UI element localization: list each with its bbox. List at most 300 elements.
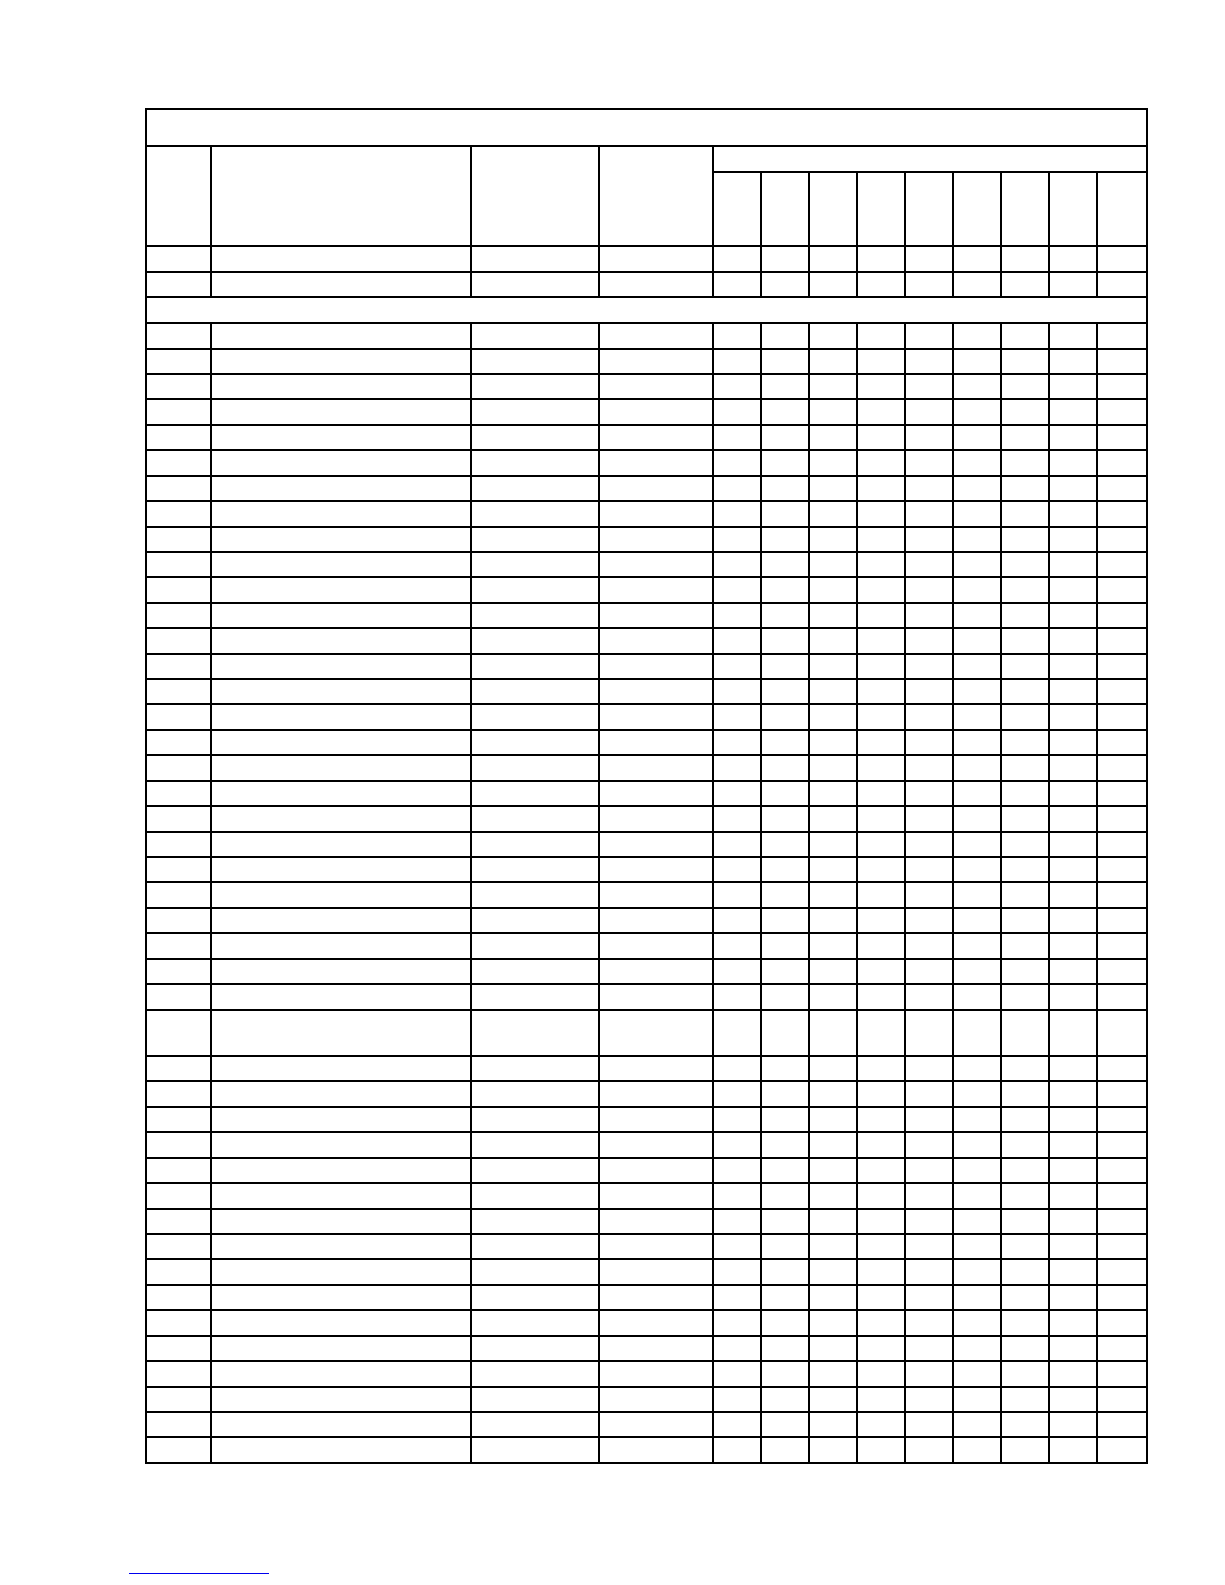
table-cell[interactable]	[1049, 1285, 1097, 1310]
table-cell[interactable]	[1097, 908, 1147, 933]
table-cell[interactable]	[713, 1412, 761, 1437]
table-cell[interactable]	[211, 1081, 471, 1106]
table-cell[interactable]	[1049, 1361, 1097, 1386]
table-cell[interactable]	[905, 1437, 953, 1463]
table-cell[interactable]	[471, 730, 599, 755]
table-cell[interactable]	[713, 857, 761, 882]
table-cell[interactable]	[599, 1412, 713, 1437]
table-cell[interactable]	[1097, 425, 1147, 450]
table-cell[interactable]	[1001, 654, 1049, 679]
table-cell[interactable]	[1001, 781, 1049, 806]
table-cell[interactable]	[905, 679, 953, 704]
table-cell[interactable]	[953, 984, 1001, 1009]
table-cell[interactable]	[599, 679, 713, 704]
table-cell[interactable]	[857, 552, 905, 577]
table-cell[interactable]	[211, 527, 471, 552]
table-cell[interactable]	[713, 1259, 761, 1284]
table-cell[interactable]	[146, 450, 211, 475]
table-cell[interactable]	[809, 552, 857, 577]
table-cell[interactable]	[857, 577, 905, 602]
table-cell[interactable]	[857, 959, 905, 984]
table-cell[interactable]	[857, 1310, 905, 1335]
table-cell[interactable]	[857, 1259, 905, 1284]
table-cell[interactable]	[809, 959, 857, 984]
table-cell[interactable]	[1049, 704, 1097, 729]
table-cell[interactable]	[471, 603, 599, 628]
table-cell[interactable]	[1049, 1412, 1097, 1437]
table-cell[interactable]	[1049, 679, 1097, 704]
table-cell[interactable]	[857, 1158, 905, 1183]
table-cell[interactable]	[857, 755, 905, 780]
table-cell[interactable]	[1049, 730, 1097, 755]
table-cell[interactable]	[713, 882, 761, 907]
table-cell[interactable]	[809, 1158, 857, 1183]
table-cell[interactable]	[1049, 349, 1097, 374]
table-cell[interactable]	[857, 679, 905, 704]
table-cell[interactable]	[953, 908, 1001, 933]
table-cell[interactable]	[713, 1387, 761, 1412]
table-cell[interactable]	[599, 1285, 713, 1310]
table-cell[interactable]	[713, 349, 761, 374]
table-cell[interactable]	[809, 1437, 857, 1463]
table-cell[interactable]	[857, 1361, 905, 1386]
table-cell[interactable]	[599, 908, 713, 933]
table-cell[interactable]	[211, 1259, 471, 1284]
table-cell[interactable]	[146, 552, 211, 577]
table-cell[interactable]	[761, 552, 809, 577]
table-cell[interactable]	[146, 755, 211, 780]
table-cell[interactable]	[905, 374, 953, 399]
table-cell[interactable]	[1097, 984, 1147, 1009]
table-cell[interactable]	[211, 577, 471, 602]
table-cell[interactable]	[1097, 1259, 1147, 1284]
table-cell[interactable]	[211, 1310, 471, 1335]
table-cell[interactable]	[146, 527, 211, 552]
table-cell[interactable]	[761, 628, 809, 653]
table-cell[interactable]	[211, 1107, 471, 1132]
table-cell[interactable]	[1049, 1234, 1097, 1259]
table-cell[interactable]	[761, 527, 809, 552]
table-cell[interactable]	[1049, 1209, 1097, 1234]
table-cell[interactable]	[809, 1209, 857, 1234]
table-cell[interactable]	[599, 933, 713, 958]
table-cell[interactable]	[857, 1412, 905, 1437]
table-cell[interactable]	[1097, 1412, 1147, 1437]
table-cell[interactable]	[857, 450, 905, 475]
table-cell[interactable]	[599, 806, 713, 831]
table-cell[interactable]	[211, 1234, 471, 1259]
table-cell[interactable]	[953, 730, 1001, 755]
table-cell[interactable]	[1001, 1285, 1049, 1310]
table-cell[interactable]	[761, 1234, 809, 1259]
table-cell[interactable]	[713, 628, 761, 653]
table-cell[interactable]	[905, 628, 953, 653]
table-cell[interactable]	[1049, 1056, 1097, 1081]
table-cell[interactable]	[953, 679, 1001, 704]
table-cell[interactable]	[1001, 755, 1049, 780]
table-cell[interactable]	[471, 1010, 599, 1057]
table-cell[interactable]	[905, 959, 953, 984]
table-cell[interactable]	[713, 959, 761, 984]
table-cell[interactable]	[599, 1158, 713, 1183]
table-cell[interactable]	[905, 1158, 953, 1183]
table-cell[interactable]	[953, 1361, 1001, 1386]
table-cell[interactable]	[953, 857, 1001, 882]
table-cell[interactable]	[471, 1285, 599, 1310]
table-cell[interactable]	[713, 984, 761, 1009]
table-cell[interactable]	[1097, 1361, 1147, 1386]
table-cell[interactable]	[146, 1412, 211, 1437]
table-cell[interactable]	[599, 450, 713, 475]
table-cell[interactable]	[471, 933, 599, 958]
table-cell[interactable]	[953, 806, 1001, 831]
table-cell[interactable]	[713, 933, 761, 958]
table-cell[interactable]	[1001, 628, 1049, 653]
table-cell[interactable]	[857, 603, 905, 628]
table-cell[interactable]	[1001, 908, 1049, 933]
table-cell[interactable]	[905, 806, 953, 831]
table-cell[interactable]	[1097, 1387, 1147, 1412]
table-cell[interactable]	[1097, 1310, 1147, 1335]
table-cell[interactable]	[761, 272, 809, 297]
table-cell[interactable]	[1001, 246, 1049, 271]
table-cell[interactable]	[599, 1310, 713, 1335]
table-cell[interactable]	[146, 1234, 211, 1259]
table-cell[interactable]	[1097, 1285, 1147, 1310]
table-cell[interactable]	[471, 704, 599, 729]
table-cell[interactable]	[713, 1234, 761, 1259]
table-cell[interactable]	[471, 1336, 599, 1361]
table-cell[interactable]	[809, 730, 857, 755]
table-cell[interactable]	[599, 654, 713, 679]
table-cell[interactable]	[1097, 959, 1147, 984]
table-cell[interactable]	[471, 552, 599, 577]
table-cell[interactable]	[211, 399, 471, 424]
table-cell[interactable]	[471, 1107, 599, 1132]
table-cell[interactable]	[1001, 1437, 1049, 1463]
table-cell[interactable]	[713, 1158, 761, 1183]
table-cell[interactable]	[809, 882, 857, 907]
table-cell[interactable]	[905, 882, 953, 907]
table-cell[interactable]	[599, 755, 713, 780]
table-cell[interactable]	[211, 882, 471, 907]
table-cell[interactable]	[211, 349, 471, 374]
table-cell[interactable]	[761, 1209, 809, 1234]
table-cell[interactable]	[1097, 1437, 1147, 1463]
table-cell[interactable]	[953, 959, 1001, 984]
table-cell[interactable]	[905, 1310, 953, 1335]
table-cell[interactable]	[953, 425, 1001, 450]
table-cell[interactable]	[905, 1361, 953, 1386]
table-cell[interactable]	[809, 1234, 857, 1259]
table-cell[interactable]	[146, 933, 211, 958]
table-cell[interactable]	[953, 1081, 1001, 1106]
table-cell[interactable]	[857, 349, 905, 374]
table-cell[interactable]	[857, 1056, 905, 1081]
table-cell[interactable]	[761, 1183, 809, 1208]
table-cell[interactable]	[1001, 501, 1049, 526]
table-cell[interactable]	[146, 1336, 211, 1361]
table-cell[interactable]	[599, 349, 713, 374]
table-cell[interactable]	[599, 1209, 713, 1234]
table-cell[interactable]	[857, 882, 905, 907]
table-cell[interactable]	[211, 1336, 471, 1361]
table-cell[interactable]	[809, 832, 857, 857]
table-cell[interactable]	[1001, 1107, 1049, 1132]
table-cell[interactable]	[211, 654, 471, 679]
table-cell[interactable]	[905, 1010, 953, 1057]
table-cell[interactable]	[211, 1010, 471, 1057]
table-cell[interactable]	[857, 1010, 905, 1057]
table-cell[interactable]	[1097, 1209, 1147, 1234]
table-cell[interactable]	[599, 1437, 713, 1463]
table-cell[interactable]	[1097, 654, 1147, 679]
table-cell[interactable]	[809, 908, 857, 933]
table-cell[interactable]	[211, 984, 471, 1009]
table-cell[interactable]	[761, 1437, 809, 1463]
table-cell[interactable]	[146, 349, 211, 374]
table-cell[interactable]	[809, 1412, 857, 1437]
table-cell[interactable]	[599, 1361, 713, 1386]
table-cell[interactable]	[761, 323, 809, 348]
table-cell[interactable]	[1001, 527, 1049, 552]
table-cell[interactable]	[1097, 527, 1147, 552]
table-cell[interactable]	[1001, 832, 1049, 857]
table-cell[interactable]	[905, 908, 953, 933]
table-cell[interactable]	[1001, 1336, 1049, 1361]
table-cell[interactable]	[857, 908, 905, 933]
table-cell[interactable]	[146, 628, 211, 653]
table-cell[interactable]	[905, 1234, 953, 1259]
table-cell[interactable]	[471, 1158, 599, 1183]
table-cell[interactable]	[146, 323, 211, 348]
table-cell[interactable]	[809, 501, 857, 526]
table-cell[interactable]	[1097, 1056, 1147, 1081]
table-cell[interactable]	[1049, 832, 1097, 857]
table-cell[interactable]	[713, 1010, 761, 1057]
table-cell[interactable]	[1001, 1387, 1049, 1412]
table-cell[interactable]	[857, 1285, 905, 1310]
table-cell[interactable]	[1001, 1209, 1049, 1234]
table-cell[interactable]	[211, 603, 471, 628]
table-cell[interactable]	[809, 272, 857, 297]
table-cell[interactable]	[471, 374, 599, 399]
table-cell[interactable]	[761, 1412, 809, 1437]
table-cell[interactable]	[146, 730, 211, 755]
table-cell[interactable]	[1049, 806, 1097, 831]
table-cell[interactable]	[1097, 1234, 1147, 1259]
table-cell[interactable]	[1097, 1336, 1147, 1361]
table-cell[interactable]	[761, 1361, 809, 1386]
table-cell[interactable]	[146, 781, 211, 806]
table-cell[interactable]	[211, 1412, 471, 1437]
table-cell[interactable]	[1049, 933, 1097, 958]
footer-link-underline[interactable]	[129, 1573, 269, 1574]
table-cell[interactable]	[761, 1056, 809, 1081]
table-cell[interactable]	[471, 1259, 599, 1284]
table-cell[interactable]	[761, 832, 809, 857]
table-cell[interactable]	[905, 1285, 953, 1310]
table-cell[interactable]	[599, 882, 713, 907]
table-cell[interactable]	[146, 1361, 211, 1386]
table-cell[interactable]	[905, 577, 953, 602]
table-cell[interactable]	[146, 1259, 211, 1284]
table-cell[interactable]	[713, 1285, 761, 1310]
table-cell[interactable]	[211, 374, 471, 399]
table-cell[interactable]	[809, 577, 857, 602]
table-cell[interactable]	[471, 1387, 599, 1412]
table-cell[interactable]	[146, 806, 211, 831]
table-cell[interactable]	[1001, 1183, 1049, 1208]
table-cell[interactable]	[809, 450, 857, 475]
table-cell[interactable]	[857, 527, 905, 552]
table-cell[interactable]	[857, 933, 905, 958]
table-cell[interactable]	[1049, 1387, 1097, 1412]
table-cell[interactable]	[761, 755, 809, 780]
table-cell[interactable]	[713, 730, 761, 755]
table-cell[interactable]	[1097, 730, 1147, 755]
table-cell[interactable]	[809, 1285, 857, 1310]
table-cell[interactable]	[953, 272, 1001, 297]
table-cell[interactable]	[211, 1209, 471, 1234]
table-cell[interactable]	[713, 476, 761, 501]
table-cell[interactable]	[857, 704, 905, 729]
table-cell[interactable]	[1049, 501, 1097, 526]
table-cell[interactable]	[809, 1336, 857, 1361]
table-cell[interactable]	[211, 857, 471, 882]
table-cell[interactable]	[953, 1234, 1001, 1259]
table-cell[interactable]	[471, 806, 599, 831]
table-cell[interactable]	[713, 450, 761, 475]
table-cell[interactable]	[713, 323, 761, 348]
table-cell[interactable]	[761, 577, 809, 602]
table-cell[interactable]	[211, 450, 471, 475]
table-cell[interactable]	[761, 1285, 809, 1310]
table-cell[interactable]	[1001, 1412, 1049, 1437]
table-cell[interactable]	[1001, 933, 1049, 958]
table-cell[interactable]	[953, 704, 1001, 729]
table-cell[interactable]	[1049, 1183, 1097, 1208]
table-cell[interactable]	[713, 399, 761, 424]
table-cell[interactable]	[761, 679, 809, 704]
table-cell[interactable]	[953, 1183, 1001, 1208]
table-cell[interactable]	[713, 1361, 761, 1386]
table-cell[interactable]	[857, 425, 905, 450]
table-cell[interactable]	[211, 425, 471, 450]
table-cell[interactable]	[471, 476, 599, 501]
table-cell[interactable]	[761, 1132, 809, 1157]
table-cell[interactable]	[809, 476, 857, 501]
table-cell[interactable]	[1001, 730, 1049, 755]
table-cell[interactable]	[761, 399, 809, 424]
table-cell[interactable]	[211, 1437, 471, 1463]
table-cell[interactable]	[599, 501, 713, 526]
table-cell[interactable]	[713, 1310, 761, 1335]
table-cell[interactable]	[471, 577, 599, 602]
table-cell[interactable]	[146, 1437, 211, 1463]
table-cell[interactable]	[905, 246, 953, 271]
table-cell[interactable]	[1001, 450, 1049, 475]
table-cell[interactable]	[1049, 577, 1097, 602]
table-cell[interactable]	[1001, 476, 1049, 501]
table-cell[interactable]	[1001, 1310, 1049, 1335]
table-cell[interactable]	[1049, 959, 1097, 984]
table-cell[interactable]	[857, 1107, 905, 1132]
table-cell[interactable]	[953, 1387, 1001, 1412]
table-cell[interactable]	[857, 628, 905, 653]
table-cell[interactable]	[211, 1132, 471, 1157]
table-cell[interactable]	[905, 323, 953, 348]
table-cell[interactable]	[953, 399, 1001, 424]
table-cell[interactable]	[905, 425, 953, 450]
table-cell[interactable]	[211, 1158, 471, 1183]
table-cell[interactable]	[905, 1056, 953, 1081]
table-cell[interactable]	[1097, 1010, 1147, 1057]
table-cell[interactable]	[1049, 552, 1097, 577]
table-cell[interactable]	[809, 755, 857, 780]
table-cell[interactable]	[809, 679, 857, 704]
table-cell[interactable]	[1001, 374, 1049, 399]
table-cell[interactable]	[1097, 628, 1147, 653]
table-cell[interactable]	[1097, 781, 1147, 806]
table-cell[interactable]	[1049, 1437, 1097, 1463]
table-cell[interactable]	[1097, 1158, 1147, 1183]
table-cell[interactable]	[1097, 1132, 1147, 1157]
table-cell[interactable]	[1001, 603, 1049, 628]
table-cell[interactable]	[713, 577, 761, 602]
table-cell[interactable]	[599, 959, 713, 984]
table-cell[interactable]	[905, 1132, 953, 1157]
table-cell[interactable]	[599, 527, 713, 552]
table-cell[interactable]	[1001, 959, 1049, 984]
table-cell[interactable]	[1001, 552, 1049, 577]
table-cell[interactable]	[857, 857, 905, 882]
table-cell[interactable]	[211, 908, 471, 933]
table-cell[interactable]	[1049, 654, 1097, 679]
table-cell[interactable]	[953, 1285, 1001, 1310]
table-cell[interactable]	[713, 679, 761, 704]
table-cell[interactable]	[1001, 1259, 1049, 1284]
table-cell[interactable]	[146, 476, 211, 501]
table-cell[interactable]	[1049, 603, 1097, 628]
table-cell[interactable]	[953, 527, 1001, 552]
table-cell[interactable]	[809, 1132, 857, 1157]
table-cell[interactable]	[471, 399, 599, 424]
table-cell[interactable]	[905, 603, 953, 628]
table-cell[interactable]	[761, 1081, 809, 1106]
table-cell[interactable]	[599, 577, 713, 602]
table-cell[interactable]	[211, 755, 471, 780]
table-cell[interactable]	[1049, 1107, 1097, 1132]
table-cell[interactable]	[1097, 323, 1147, 348]
table-cell[interactable]	[146, 1310, 211, 1335]
table-cell[interactable]	[953, 654, 1001, 679]
table-cell[interactable]	[953, 1209, 1001, 1234]
table-cell[interactable]	[146, 399, 211, 424]
table-cell[interactable]	[953, 1158, 1001, 1183]
table-cell[interactable]	[471, 246, 599, 271]
table-cell[interactable]	[857, 476, 905, 501]
table-cell[interactable]	[1097, 603, 1147, 628]
table-cell[interactable]	[599, 1056, 713, 1081]
table-cell[interactable]	[1097, 832, 1147, 857]
table-cell[interactable]	[953, 832, 1001, 857]
table-cell[interactable]	[905, 552, 953, 577]
table-cell[interactable]	[713, 1081, 761, 1106]
table-cell[interactable]	[905, 1336, 953, 1361]
table-cell[interactable]	[857, 984, 905, 1009]
table-cell[interactable]	[857, 246, 905, 271]
